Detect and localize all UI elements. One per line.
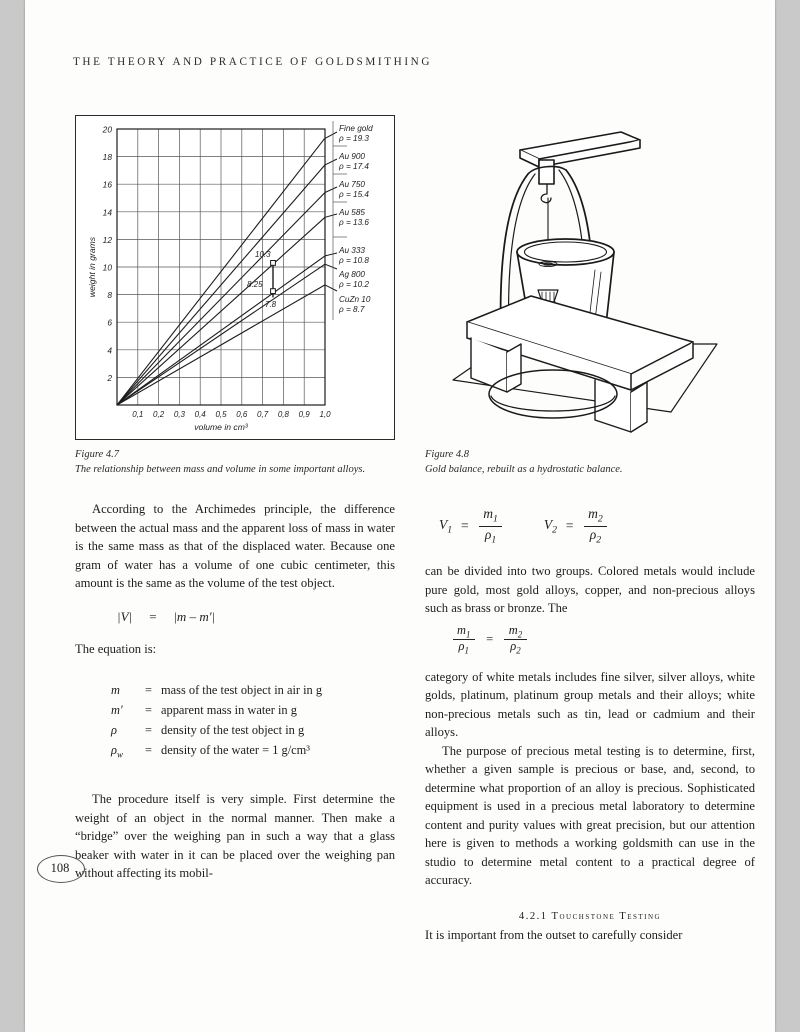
figure-4-7 bbox=[75, 115, 395, 440]
chart-x-axis-label: volume in cm³ bbox=[194, 422, 248, 432]
legend-name: Ag 800 bbox=[339, 270, 365, 279]
legend-density: ρ = 8.7 bbox=[339, 305, 365, 314]
numerator: $m_2$ bbox=[588, 506, 603, 525]
x-tick: 0,4 bbox=[194, 410, 206, 419]
fraction-right bbox=[503, 624, 528, 656]
paragraph-white-metals: category of white metals includes fine silver, silver alloys, white golds, platinum, platinum group metals and their alloys; white non-precious metals such as tin, lead or cadmium and their alloys. bbox=[425, 669, 755, 740]
legend-name: CuZn 10 bbox=[339, 295, 371, 304]
x-tick: 0,1 bbox=[132, 410, 144, 419]
page-number bbox=[37, 855, 83, 881]
variable-description: apparent mass in water in g bbox=[161, 703, 297, 718]
y-tick: 10 bbox=[102, 262, 112, 273]
paragraph-purpose-testing: The purpose of precious metal testing is to determine, first, whether a given sample is precious or base, and, second, to determine what proportion of an alloy is precious. Sophisticated equipment is used in a precious metal laboratory to determine content and purity values with great precision, but our attention here is given to methods a working goldsmith can use in the studio to determine metal content to a practical degree of accuracy. bbox=[425, 743, 755, 888]
variable-equals: = bbox=[145, 723, 152, 738]
running-head: THE THEORY AND PRACTICE OF GOLDSMITHING bbox=[73, 56, 433, 68]
legend-density: ρ = 13.6 bbox=[339, 218, 369, 227]
variable-description: density of the water = 1 g/cm³ bbox=[161, 743, 311, 758]
equation-v2 bbox=[544, 506, 609, 546]
equation-volume-absolute: |V| = |m – m′| bbox=[117, 608, 216, 624]
legend-density: ρ = 19.3 bbox=[339, 134, 369, 143]
x-tick: 0,5 bbox=[215, 410, 227, 419]
y-tick: 16 bbox=[102, 179, 112, 190]
annotation-value: 10.3 bbox=[255, 250, 271, 259]
x-tick: 0,6 bbox=[236, 410, 248, 419]
variable-equals: = bbox=[145, 703, 152, 718]
denominator: $\rho_1$ bbox=[479, 526, 502, 547]
variable-symbol: $\rho_w$ bbox=[111, 743, 123, 760]
section-heading-touchstone: 4.2.1 Touchstone Testing bbox=[518, 910, 662, 922]
left-text-column bbox=[75, 500, 395, 883]
equation-volume-pair bbox=[439, 506, 755, 546]
variable-symbol: m′ bbox=[111, 703, 123, 718]
paragraph-procedure: The procedure itself is very simple. First determine the weight of an object in the normal manner. Then make a “bridge” over the weighing pan in such a way that a glass beaker with water in it can be placed over the weighing pan without affecting its mobil- bbox=[75, 792, 395, 881]
variable-description: density of the test object in g bbox=[161, 723, 305, 738]
variable-row bbox=[111, 700, 395, 720]
figure-4-8-label: Figure 4.8 bbox=[425, 449, 469, 460]
legend-name: Fine gold bbox=[339, 124, 373, 133]
y-tick: 20 bbox=[102, 124, 112, 135]
legend-name: Au 900 bbox=[339, 152, 365, 161]
paragraph-touchstone-intro: It is important from the outset to carefully consider bbox=[425, 928, 683, 943]
equals-sign: = bbox=[460, 518, 470, 534]
equals-sign: = bbox=[564, 518, 575, 534]
figure-4-8-caption-text: Gold balance, rebuilt as a hydrostatic balance. bbox=[425, 464, 623, 476]
legend-density: ρ = 15.4 bbox=[339, 190, 369, 199]
legend-name: Au 585 bbox=[339, 208, 365, 217]
paragraph-archimedes: According to the Archimedes principle, the difference between the actual mass and the apparent loss of mass in water is the same mass as that of the displaced water. Because one gram of water has a volume of one cubic centimeter, this amount is the same as the volume of the test object. bbox=[75, 502, 395, 590]
x-tick: 0,7 bbox=[257, 410, 269, 419]
y-tick: 8 bbox=[107, 290, 112, 301]
x-tick: 0,9 bbox=[298, 410, 310, 419]
fraction-m1-rho1 bbox=[477, 506, 504, 546]
x-tick: 0,8 bbox=[277, 410, 289, 419]
numerator: $m_2$ bbox=[508, 622, 523, 640]
equation-ratio-equality bbox=[451, 624, 755, 656]
figure-4-7-caption bbox=[75, 447, 405, 477]
legend-name: Au 750 bbox=[339, 180, 365, 189]
variable-row bbox=[111, 740, 395, 762]
equation-v1 bbox=[439, 506, 504, 546]
variable-equals: = bbox=[145, 683, 152, 698]
annotation-value: 8.25 bbox=[247, 280, 263, 289]
equation-v1-lhs: $V_1$ bbox=[439, 516, 453, 536]
numerator: $m_1$ bbox=[483, 506, 498, 525]
x-tick: 1,0 bbox=[319, 410, 331, 419]
variable-row bbox=[111, 680, 395, 700]
annotation-value: 7.8 bbox=[265, 300, 277, 309]
equation-v2-lhs: $V_2$ bbox=[543, 516, 557, 536]
x-tick: 0,2 bbox=[153, 410, 165, 419]
mass-volume-chart bbox=[75, 115, 395, 440]
y-tick: 6 bbox=[107, 317, 112, 328]
y-tick: 14 bbox=[102, 207, 112, 218]
page-number-text: 108 bbox=[50, 860, 70, 875]
x-tick: 0,3 bbox=[173, 410, 185, 419]
variable-description: mass of the test object in air in g bbox=[161, 683, 323, 698]
y-tick: 4 bbox=[107, 345, 112, 356]
variable-definitions bbox=[111, 680, 395, 762]
variable-row bbox=[111, 720, 395, 740]
fraction-m2-rho2 bbox=[582, 506, 609, 546]
numerator: $m_1$ bbox=[457, 622, 471, 640]
legend-density: ρ = 10.8 bbox=[339, 256, 369, 265]
denominator: $\rho_2$ bbox=[584, 526, 607, 547]
denominator: $\rho_1$ bbox=[453, 639, 475, 655]
chart-y-axis-label: weight in grams bbox=[87, 236, 97, 298]
variable-symbol: ρ bbox=[111, 723, 117, 738]
variable-symbol: m bbox=[111, 683, 120, 698]
equation-lead-in: The equation is: bbox=[75, 641, 157, 656]
figure-4-7-caption-text: The relationship between mass and volume in some important alloys. bbox=[75, 464, 366, 476]
y-tick: 12 bbox=[102, 234, 112, 245]
right-text-column bbox=[425, 490, 755, 945]
denominator: $\rho_2$ bbox=[504, 639, 526, 655]
figure-4-8-caption bbox=[425, 447, 755, 477]
paragraph-colored-metals: can be divided into two groups. Colored metals would include pure gold, most gold alloys, copper, and non-precious alloys such as brass or bronze. The bbox=[425, 564, 755, 616]
variable-equals: = bbox=[145, 743, 152, 758]
fraction-left bbox=[451, 624, 476, 656]
book-page bbox=[25, 0, 775, 1032]
legend-density: ρ = 17.4 bbox=[339, 162, 369, 171]
hydrostatic-balance-drawing bbox=[435, 112, 735, 442]
equals-sign: = bbox=[485, 632, 494, 647]
y-tick: 18 bbox=[102, 152, 112, 163]
legend-density: ρ = 10.2 bbox=[339, 280, 369, 289]
y-tick: 2 bbox=[107, 372, 112, 383]
figure-4-8 bbox=[435, 112, 735, 442]
figure-4-7-label: Figure 4.7 bbox=[75, 449, 119, 460]
legend-name: Au 333 bbox=[339, 246, 365, 255]
